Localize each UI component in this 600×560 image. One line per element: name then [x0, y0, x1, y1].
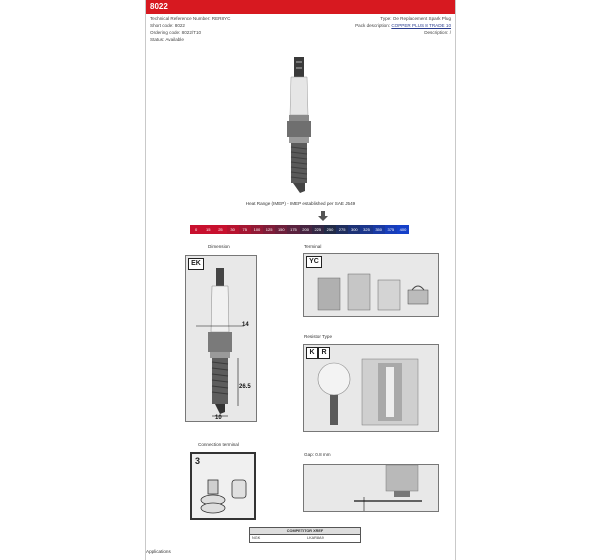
- applications-label: Applications: [146, 549, 171, 554]
- hex-dimension: 14: [242, 322, 249, 328]
- competitor-part: LKAR8A9: [307, 536, 324, 540]
- ek-tag: EK: [188, 258, 204, 270]
- pack-link[interactable]: COPPER PLUS 8 TRADE 10: [391, 23, 451, 28]
- heat-range-cell: 250: [324, 225, 336, 234]
- connection-caption: Connection terminal: [198, 442, 239, 447]
- competitor-xref-header: COMPETITOR XREF: [250, 528, 360, 535]
- ordering-code: Ordering code: 8022/T10: [150, 30, 202, 35]
- status: Status: Available: [150, 37, 184, 42]
- k-tag: K: [306, 347, 318, 359]
- yc-tag: YC: [306, 256, 322, 268]
- heat-range-cell: 30: [227, 225, 239, 234]
- heat-range-cell: 125: [263, 225, 275, 234]
- heat-range-cell: 275: [336, 225, 348, 234]
- info-right: [355, 15, 451, 36]
- thread-dimension: 10: [215, 415, 222, 421]
- resistor-panel: [303, 344, 439, 432]
- spark-plug-image: [276, 55, 326, 197]
- gap-caption: Gap: 0.8 mm: [304, 452, 331, 457]
- heat-range-cell: 400: [397, 225, 409, 234]
- table-row: [250, 535, 360, 542]
- r-tag: R: [318, 347, 330, 359]
- connection-type-number: 3: [195, 456, 201, 466]
- heat-range-cell: 175: [287, 225, 299, 234]
- heat-range-cell: 0: [190, 225, 202, 234]
- heat-range-cell: 375: [385, 225, 397, 234]
- competitor-brand: NGK: [252, 536, 261, 540]
- terminal-caption: Terminal: [304, 244, 322, 249]
- heat-range-cell: 15: [202, 225, 214, 234]
- gap-panel: [303, 464, 439, 512]
- heat-range-cell: 150: [275, 225, 287, 234]
- resistor-caption: Resistor Type: [304, 334, 332, 339]
- info-left: [150, 15, 230, 43]
- pack-description: [355, 22, 451, 29]
- dimension-panel: [185, 255, 257, 422]
- heat-range-cell: 350: [373, 225, 385, 234]
- dimension-caption: Dimension: [208, 244, 230, 249]
- reach-dimension: 26.5: [239, 384, 251, 390]
- heat-range-cell: 100: [251, 225, 263, 234]
- heat-range-cell: 75: [239, 225, 251, 234]
- product-title: 8022: [150, 2, 168, 11]
- heat-range-cell: 325: [360, 225, 372, 234]
- terminal-panel: [303, 253, 439, 317]
- product-title-bar: [146, 0, 455, 14]
- product-sheet: [145, 0, 456, 560]
- pack-label: Pack description:: [355, 23, 391, 28]
- heat-range-cell: 225: [312, 225, 324, 234]
- type: Type: Oe Replacement Spark Plug: [380, 16, 451, 21]
- heat-range-cell: 25: [214, 225, 226, 234]
- arrow-down-icon: [318, 211, 328, 221]
- connection-panel: [190, 452, 256, 520]
- tech-ref: Technical Reference Number: RER8YC: [150, 16, 231, 21]
- heat-range-cell: 300: [348, 225, 360, 234]
- heat-range-bar: [190, 225, 409, 234]
- heat-range-title: Heat Range (IMEP) - IMEP established per SAE J549: [245, 201, 356, 206]
- description: Description: /: [424, 30, 451, 35]
- short-code: Short code: 8022: [150, 23, 185, 28]
- heat-range-cell: 200: [300, 225, 312, 234]
- competitor-xref-table: [249, 527, 361, 543]
